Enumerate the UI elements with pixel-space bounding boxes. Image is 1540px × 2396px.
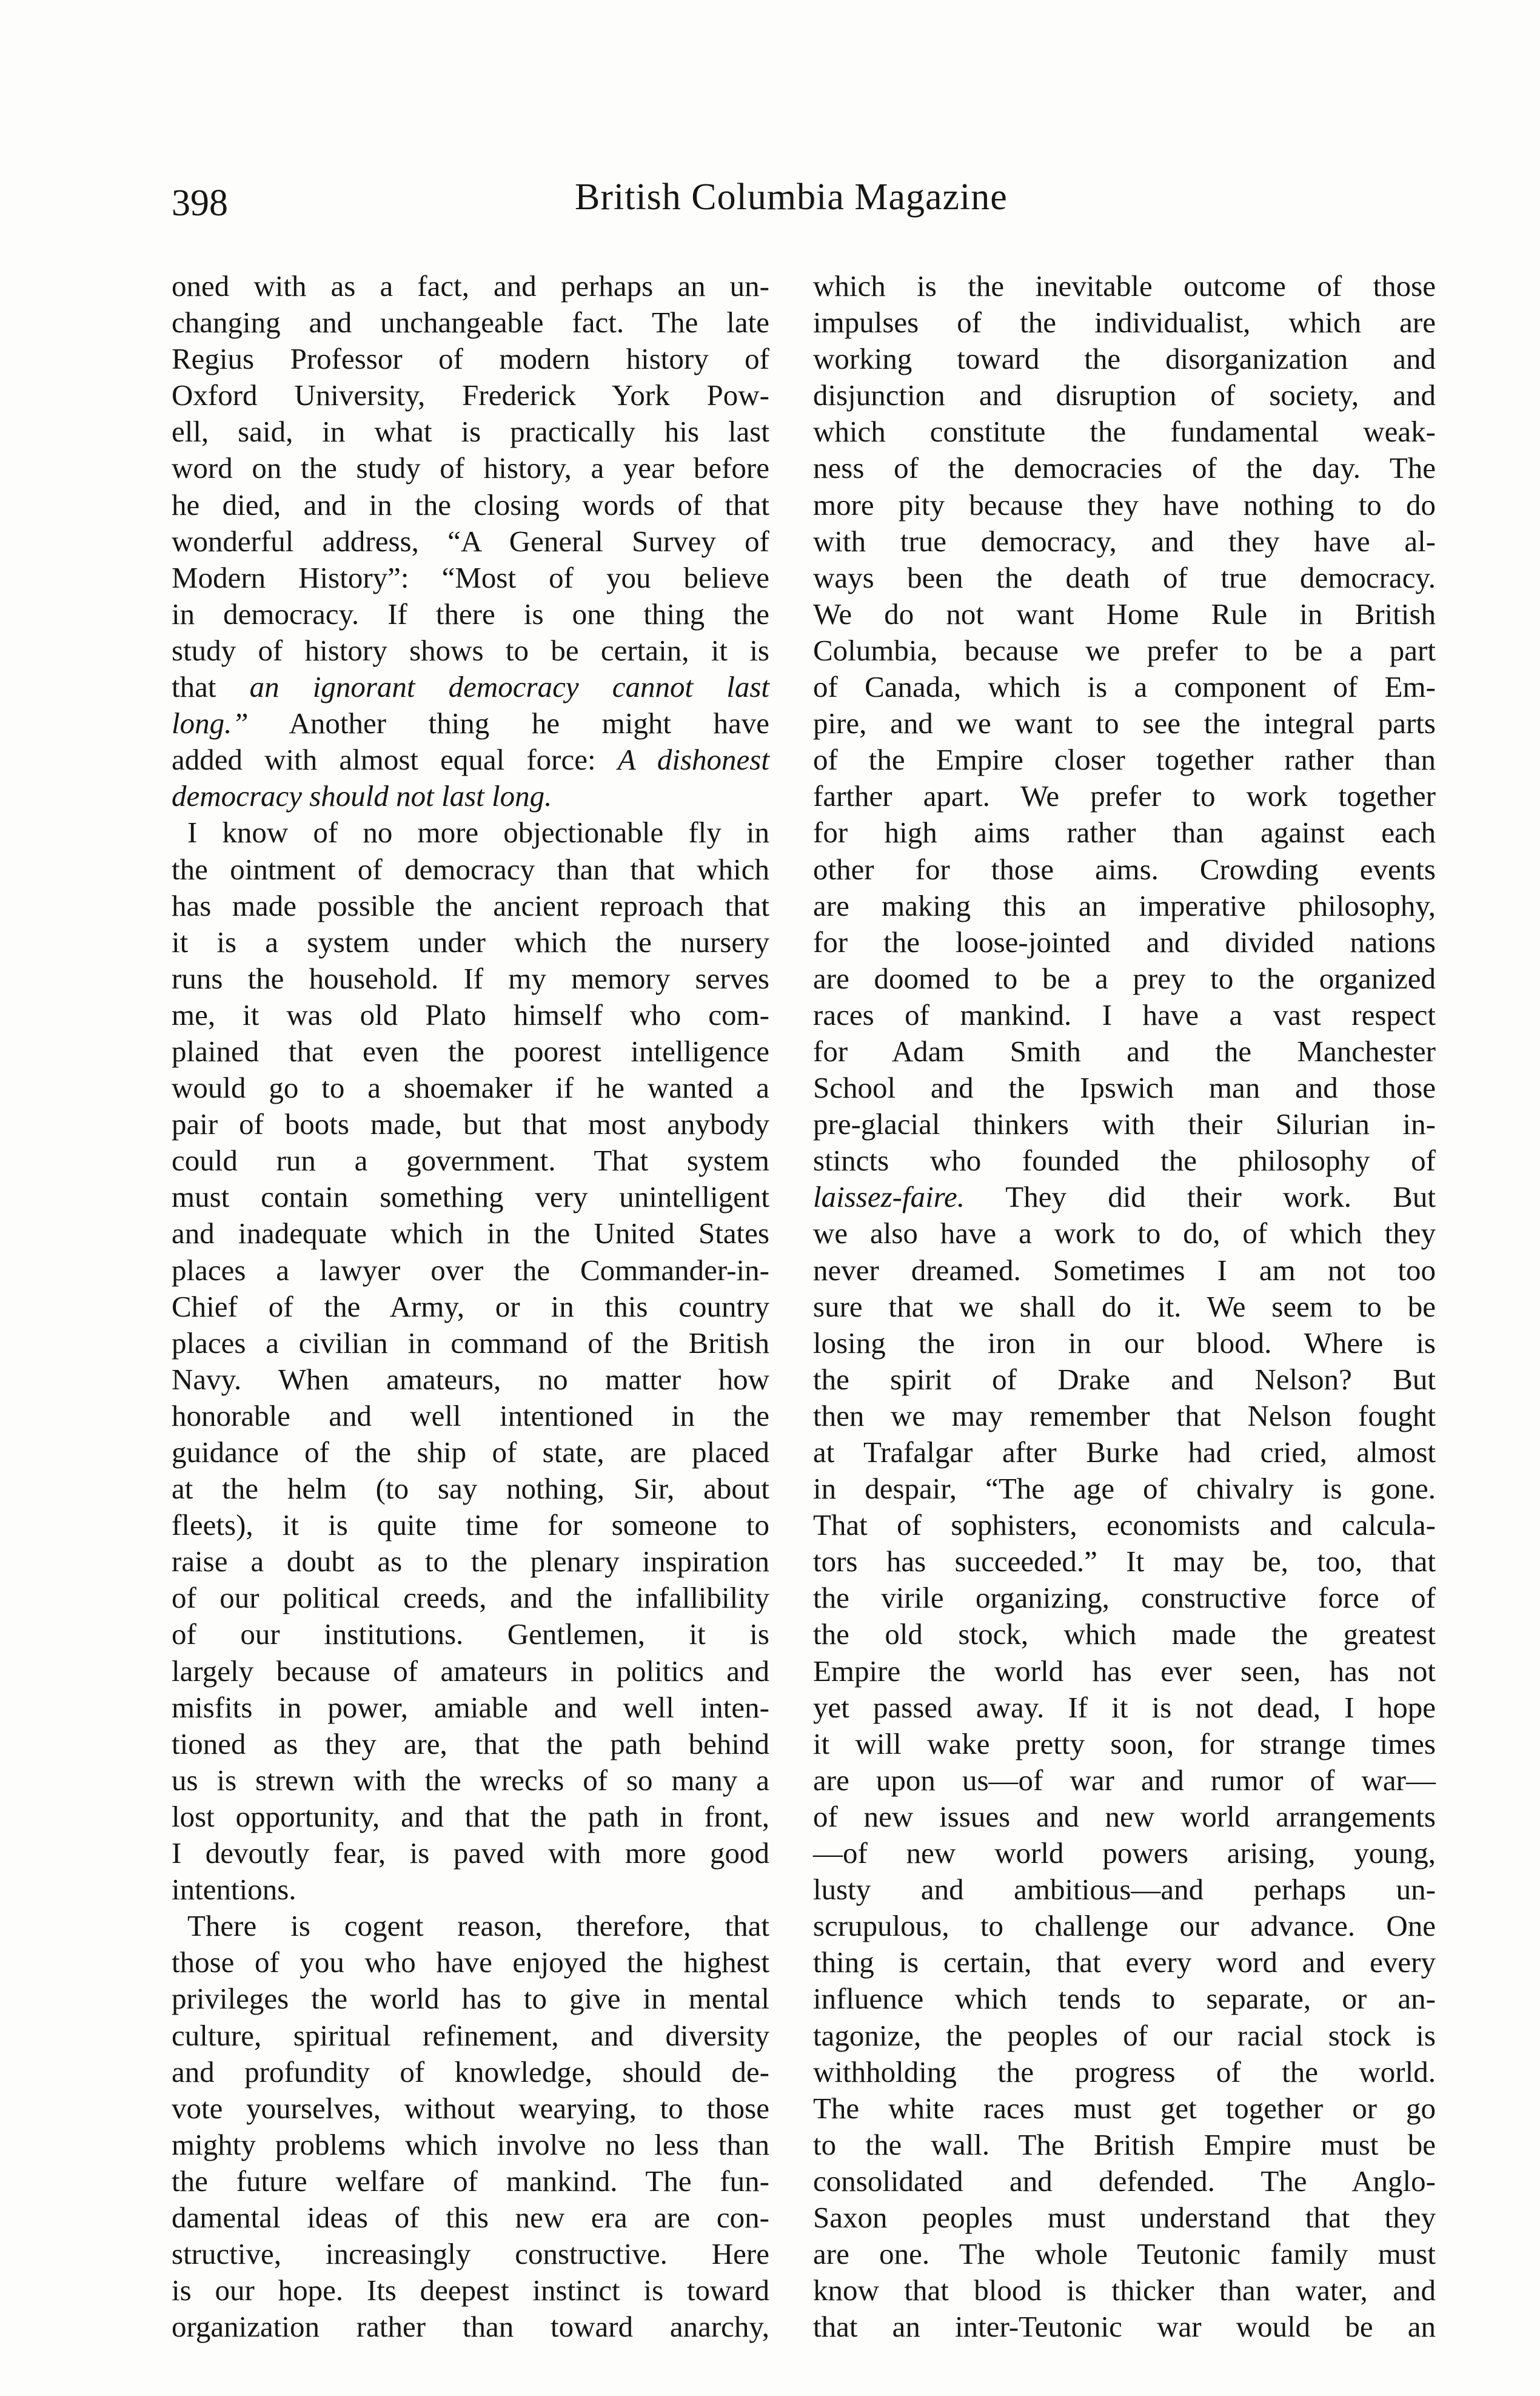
text-line xyxy=(172,705,769,742)
text-segment: of the Empire closer together rather than xyxy=(813,743,1436,777)
text-segment: it will wake pretty soon, for strange times xyxy=(813,1727,1436,1760)
text-line xyxy=(172,1143,769,1179)
text-line xyxy=(172,268,769,304)
text-line xyxy=(813,268,1436,304)
text-segment: guidance of the ship of state, are placed xyxy=(172,1435,769,1469)
text-line xyxy=(813,2272,1436,2309)
text-segment: at Trafalgar after Burke had cried, almost xyxy=(813,1435,1436,1469)
text-line xyxy=(813,1871,1436,1908)
text-segment: School and the Ipswich man and those xyxy=(813,1071,1436,1105)
text-line xyxy=(172,341,769,377)
text-line xyxy=(813,2054,1436,2090)
text-segment: places a lawyer over the Commander-in- xyxy=(172,1253,769,1287)
text-segment: ness of the democracies of the day. The xyxy=(813,451,1436,485)
text-line xyxy=(172,560,769,596)
text-segment: That of sophisters, economists and calcula- xyxy=(813,1508,1436,1542)
text-line xyxy=(172,450,769,486)
text-line xyxy=(813,487,1436,523)
text-line xyxy=(813,523,1436,560)
text-segment: Saxon peoples must understand that they xyxy=(813,2200,1436,2234)
text-line xyxy=(813,669,1436,705)
text-segment: consolidated and defended. The Anglo- xyxy=(813,2164,1436,2198)
text-segment: structive, increasingly constructive. Here xyxy=(172,2237,769,2271)
text-line xyxy=(172,2127,769,2163)
text-segment: fleets), it is quite time for someone to xyxy=(172,1508,769,1542)
text-segment: tioned as they are, that the path behind xyxy=(172,1727,769,1760)
text-segment: the old stock, which made the greatest xyxy=(813,1617,1436,1651)
text-line xyxy=(172,1471,769,1507)
text-line xyxy=(813,1361,1436,1398)
text-line xyxy=(813,2127,1436,2163)
text-segment: we also have a work to do, of which they xyxy=(813,1216,1436,1250)
text-line xyxy=(172,961,769,997)
text-line xyxy=(172,1799,769,1835)
text-segment: places a civilian in command of the British xyxy=(172,1326,769,1360)
text-segment: which constitute the fundamental weak- xyxy=(813,415,1436,449)
text-line xyxy=(813,742,1436,778)
text-segment: the spirit of Drake and Nelson? But xyxy=(813,1362,1436,1396)
text-segment: Another thing he might have xyxy=(248,706,769,740)
text-segment: plained that even the poorest intelligence xyxy=(172,1034,769,1068)
text-line xyxy=(172,2054,769,2090)
text-line xyxy=(813,1179,1436,1215)
text-line xyxy=(172,778,769,814)
italic-text: A dishonest xyxy=(617,743,769,777)
text-segment: are making this an imperative philosophy, xyxy=(813,888,1436,922)
text-segment: the future welfare of mankind. The fun- xyxy=(172,2164,769,2198)
text-line xyxy=(172,1398,769,1434)
text-line xyxy=(172,1981,769,2017)
text-segment: could run a government. That system xyxy=(172,1144,769,1178)
italic-text: long.” xyxy=(172,706,249,740)
text-line xyxy=(813,1616,1436,1653)
text-line xyxy=(813,2163,1436,2200)
running-title: British Columbia Magazine xyxy=(575,176,1008,218)
text-line xyxy=(172,2200,769,2236)
text-line xyxy=(172,1944,769,1981)
text-column-right xyxy=(813,268,1436,2345)
text-line xyxy=(172,2309,769,2345)
text-line xyxy=(813,2236,1436,2272)
italic-text: an ignorant democracy cannot last xyxy=(249,670,770,704)
text-segment: are doomed to be a prey to the organized xyxy=(813,961,1436,995)
text-line xyxy=(172,1762,769,1799)
text-line xyxy=(813,1398,1436,1434)
text-segment: added with almost equal force: xyxy=(172,743,618,777)
text-segment: for the loose-jointed and divided nations xyxy=(813,925,1436,959)
text-line xyxy=(172,1215,769,1252)
text-line xyxy=(813,778,1436,814)
text-line xyxy=(813,1143,1436,1179)
text-segment: Oxford University, Frederick York Pow- xyxy=(172,378,769,412)
text-line xyxy=(172,851,769,888)
text-segment: more pity because they have nothing to do xyxy=(813,488,1436,522)
text-segment: —of new world powers arising, young, xyxy=(813,1836,1436,1870)
text-segment: of Canada, which is a component of Em- xyxy=(813,670,1436,704)
text-segment: mighty problems which involve no less than xyxy=(172,2127,769,2161)
text-line xyxy=(172,1289,769,1325)
text-segment: wonderful address, “A General Survey of xyxy=(172,524,769,558)
text-segment: never dreamed. Sometimes I am not too xyxy=(813,1253,1436,1287)
text-line xyxy=(813,2018,1436,2054)
text-line xyxy=(172,1507,769,1543)
text-line xyxy=(813,1289,1436,1325)
text-line xyxy=(813,924,1436,961)
text-segment: Empire the world has ever seen, has not xyxy=(813,1654,1436,1688)
text-line xyxy=(813,1471,1436,1507)
text-segment: of our institutions. Gentlemen, it is xyxy=(172,1617,769,1651)
text-segment: ways been the death of true democracy. xyxy=(813,560,1436,594)
text-line xyxy=(172,1616,769,1653)
text-segment: I know of no more objectionable fly in xyxy=(187,816,769,850)
text-segment: Columbia, because we prefer to be a part xyxy=(813,633,1436,667)
italic-text: laissez-faire. xyxy=(813,1180,965,1214)
text-line xyxy=(172,997,769,1033)
text-segment: that xyxy=(172,670,250,704)
text-line xyxy=(813,1799,1436,1835)
page-number: 398 xyxy=(172,183,228,224)
text-line xyxy=(813,1908,1436,1944)
text-segment: The white races must get together or go xyxy=(813,2091,1436,2125)
text-segment: then we may remember that Nelson fought xyxy=(813,1398,1436,1432)
text-line xyxy=(172,2163,769,2200)
text-segment: in democracy. If there is one thing the xyxy=(172,597,769,631)
text-line xyxy=(172,1361,769,1398)
text-line xyxy=(813,1835,1436,1871)
text-line xyxy=(813,2309,1436,2345)
text-segment: which is the inevitable outcome of those xyxy=(813,269,1436,303)
text-segment: those of you who have enjoyed the highest xyxy=(172,1945,769,1979)
italic-text: democracy should not last long. xyxy=(172,779,552,813)
text-line xyxy=(172,633,769,669)
text-segment: that an inter-Teutonic war would be an xyxy=(813,2310,1436,2344)
text-segment: We do not want Home Rule in British xyxy=(813,597,1436,631)
text-segment: honorable and well intentioned in the xyxy=(172,1398,769,1432)
text-segment: scrupulous, to challenge our advance. One xyxy=(813,1909,1436,1943)
text-line xyxy=(813,560,1436,596)
text-line xyxy=(172,2236,769,2272)
text-line xyxy=(172,523,769,560)
text-segment: of new issues and new world arrangements xyxy=(813,1799,1436,1833)
text-line xyxy=(172,377,769,414)
text-line xyxy=(172,2018,769,2054)
text-line xyxy=(172,1070,769,1106)
text-line xyxy=(813,997,1436,1033)
text-segment: working toward the disorganization and xyxy=(813,342,1436,376)
text-segment: privileges the world has to give in mental xyxy=(172,1982,769,2016)
text-segment: has made possible the ancient reproach that xyxy=(172,888,769,922)
text-line xyxy=(813,2200,1436,2236)
text-segment: disjunction and disruption of society, and xyxy=(813,378,1436,412)
text-segment: would go to a shoemaker if he wanted a xyxy=(172,1071,769,1105)
text-segment: misfits in power, amiable and well inten- xyxy=(172,1690,769,1724)
text-segment: stincts who founded the philosophy of xyxy=(813,1144,1436,1178)
text-line xyxy=(813,1726,1436,1762)
text-line xyxy=(813,341,1436,377)
text-segment: oned with as a fact, and perhaps an un- xyxy=(172,269,769,303)
text-segment: yet passed away. If it is not dead, I hope xyxy=(813,1690,1436,1724)
text-line xyxy=(172,304,769,341)
text-segment: for Adam Smith and the Manchester xyxy=(813,1034,1436,1068)
text-segment: and inadequate which in the United States xyxy=(172,1216,769,1250)
text-segment: is our hope. Its deepest instinct is toward xyxy=(172,2274,769,2307)
text-segment: pre-glacial thinkers with their Silurian in- xyxy=(813,1107,1436,1141)
text-line xyxy=(172,742,769,778)
text-line xyxy=(172,1543,769,1580)
text-line xyxy=(172,1908,769,1944)
text-line xyxy=(172,1033,769,1070)
text-segment: vote yourselves, without wearying, to those xyxy=(172,2091,769,2125)
text-segment: of our political creeds, and the infallibility xyxy=(172,1581,769,1615)
text-segment: sure that we shall do it. We seem to be xyxy=(813,1289,1436,1323)
text-line xyxy=(172,596,769,633)
text-segment: tors has succeeded.” It may be, too, that xyxy=(813,1545,1436,1579)
text-line xyxy=(172,1179,769,1215)
text-segment: are one. The whole Teutonic family must xyxy=(813,2237,1436,2271)
text-line xyxy=(172,1690,769,1726)
text-segment: changing and unchangeable fact. The late xyxy=(172,306,769,340)
text-line xyxy=(813,1106,1436,1143)
text-segment: culture, spiritual refinement, and diversity xyxy=(172,2018,769,2052)
text-segment: the virile organizing, constructive force of xyxy=(813,1581,1436,1615)
text-line xyxy=(172,1434,769,1471)
text-line xyxy=(172,924,769,961)
text-segment: pair of boots made, but that most anybody xyxy=(172,1107,769,1141)
text-segment: us is strewn with the wrecks of so many a xyxy=(172,1763,769,1797)
text-segment: for high aims rather than against each xyxy=(813,816,1436,850)
text-segment: Chief of the Army, or in this country xyxy=(172,1289,769,1323)
text-segment: Regius Professor of modern history of xyxy=(172,342,769,376)
text-segment: losing the iron in our blood. Where is xyxy=(813,1326,1436,1360)
text-segment: farther apart. We prefer to work together xyxy=(813,779,1436,813)
text-line xyxy=(813,414,1436,450)
text-line xyxy=(172,1726,769,1762)
text-line xyxy=(813,304,1436,341)
text-line xyxy=(813,1434,1436,1471)
text-line xyxy=(813,377,1436,414)
text-segment: it is a system under which the nursery xyxy=(172,925,769,959)
text-segment: must contain something very unintelligent xyxy=(172,1180,769,1214)
text-line xyxy=(172,414,769,450)
text-column-left xyxy=(172,268,769,2345)
text-segment: Navy. When amateurs, no matter how xyxy=(172,1362,769,1396)
text-segment: damental ideas of this new era are con- xyxy=(172,2200,769,2234)
text-segment: impulses of the individualist, which are xyxy=(813,306,1436,340)
text-segment: I devoutly fear, is paved with more good xyxy=(172,1836,769,1870)
text-segment: organization rather than toward anarchy, xyxy=(172,2310,769,2344)
text-line xyxy=(172,487,769,523)
text-line xyxy=(813,1033,1436,1070)
text-line xyxy=(813,705,1436,742)
text-line xyxy=(172,669,769,705)
text-line xyxy=(172,2272,769,2309)
text-line xyxy=(172,1835,769,1871)
text-line xyxy=(813,1215,1436,1252)
text-line xyxy=(813,633,1436,669)
text-segment: study of history shows to be certain, it is xyxy=(172,633,769,667)
text-line xyxy=(813,1762,1436,1799)
text-line xyxy=(813,1070,1436,1106)
text-segment: lost opportunity, and that the path in front, xyxy=(172,1799,769,1833)
text-line xyxy=(172,1106,769,1143)
text-segment: tagonize, the peoples of our racial stock is xyxy=(813,2018,1436,2052)
text-segment: intentions. xyxy=(172,1873,296,1907)
text-segment: raise a doubt as to the plenary inspiration xyxy=(172,1545,769,1579)
text-segment: There is cogent reason, therefore, that xyxy=(187,1909,769,1943)
text-segment: he died, and in the closing words of that xyxy=(172,488,769,522)
text-segment: are upon us—of war and rumor of war— xyxy=(813,1763,1436,1797)
text-line xyxy=(172,1252,769,1289)
text-line xyxy=(813,1325,1436,1361)
text-line xyxy=(172,2090,769,2127)
text-line xyxy=(813,851,1436,888)
text-line xyxy=(813,1580,1436,1616)
text-segment: the ointment of democracy than that which xyxy=(172,852,769,886)
text-line xyxy=(813,2090,1436,2127)
text-line xyxy=(813,1944,1436,1981)
text-line xyxy=(813,961,1436,997)
text-segment: and profundity of knowledge, should de- xyxy=(172,2055,769,2089)
text-line xyxy=(813,888,1436,924)
text-segment: influence which tends to separate, or an- xyxy=(813,1982,1436,2016)
text-segment: runs the household. If my memory serves xyxy=(172,961,769,995)
text-line xyxy=(813,814,1436,851)
text-segment: at the helm (to say nothing, Sir, about xyxy=(172,1472,769,1506)
text-segment: other for those aims. Crowding events xyxy=(813,852,1436,886)
text-line xyxy=(813,1690,1436,1726)
text-segment: ell, said, in what is practically his last xyxy=(172,415,769,449)
text-segment: They did their work. But xyxy=(964,1180,1436,1214)
text-segment: word on the study of history, a year before xyxy=(172,451,769,485)
text-segment: know that blood is thicker than water, and xyxy=(813,2274,1436,2307)
text-line xyxy=(813,1543,1436,1580)
text-line xyxy=(172,1653,769,1690)
text-line xyxy=(172,1325,769,1361)
text-line xyxy=(813,1981,1436,2017)
text-segment: in despair, “The age of chivalry is gone. xyxy=(813,1472,1436,1506)
text-segment: to the wall. The British Empire must be xyxy=(813,2127,1436,2161)
text-line xyxy=(813,1653,1436,1690)
text-line xyxy=(813,1252,1436,1289)
text-line xyxy=(813,1507,1436,1543)
text-segment: largely because of amateurs in politics and xyxy=(172,1654,769,1688)
text-segment: pire, and we want to see the integral parts xyxy=(813,706,1436,740)
text-segment: thing is certain, that every word and every xyxy=(813,1945,1436,1979)
text-segment: lusty and ambitious—and perhaps un- xyxy=(813,1873,1436,1907)
text-line xyxy=(813,596,1436,633)
text-line xyxy=(813,450,1436,486)
text-segment: me, it was old Plato himself who com- xyxy=(172,998,769,1032)
text-line xyxy=(172,814,769,851)
text-segment: races of mankind. I have a vast respect xyxy=(813,998,1436,1032)
text-segment: withholding the progress of the world. xyxy=(813,2055,1436,2089)
text-line xyxy=(172,1580,769,1616)
text-segment: with true democracy, and they have al- xyxy=(813,524,1436,558)
text-line xyxy=(172,888,769,924)
text-segment: Modern History”: “Most of you believe xyxy=(172,560,769,594)
text-line xyxy=(172,1871,769,1908)
